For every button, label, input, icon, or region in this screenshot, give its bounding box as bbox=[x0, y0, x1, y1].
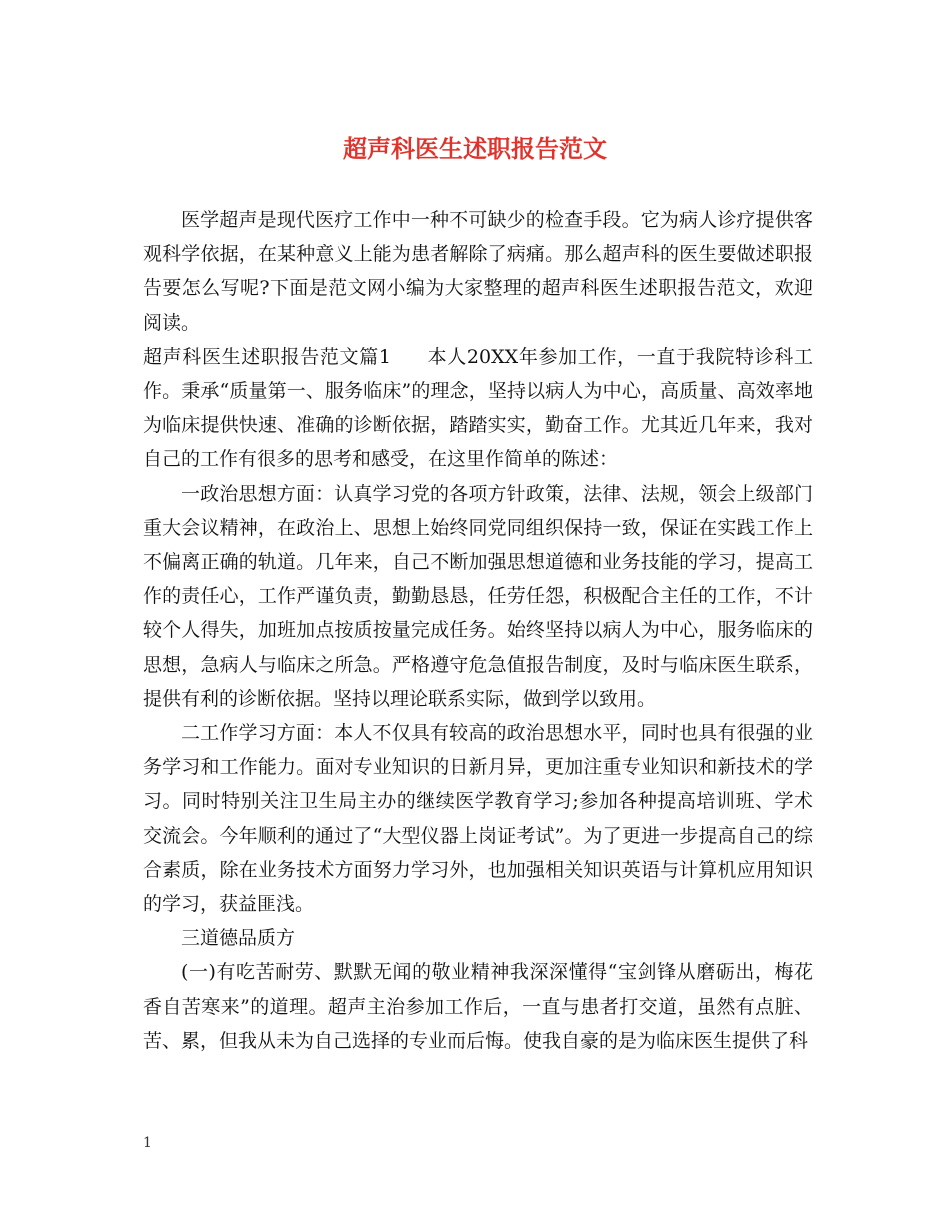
section-paragraph bbox=[143, 340, 813, 477]
document-title: 超声科医生述职报告范文 bbox=[343, 134, 607, 163]
moral-character-heading: 三道德品质方 bbox=[181, 927, 296, 950]
page-number: 1 bbox=[143, 1135, 152, 1151]
intro-paragraph: 医学超声是现代医疗工作中一种不可缺少的检查手段。它为病人诊疗提供客观科学依据，在某种意义上能为患者解除了病痛。那么超声科的医生要做述职报告要怎么写呢?下面是范文网小编为大家整理的超声科医生述职报告范文，欢迎阅读。 bbox=[143, 209, 813, 334]
political-thought-paragraph: 一政治思想方面：认真学习党的各项方针政策，法律、法规，领会上级部门重大会议精神，在政治上、思想上始终同党同组织保持一致，保证在实践工作上不偏离正确的轨道。几年来，自己不断加强思想道德和业务技能的学习，提高工作的责任心，工作严谨负责，勤勤恳恳，任劳任怨，积极配合主任的工作，不计较个人得失，加班加点按质按量完成任务。始终坚持以病人为中心，服务临床的思想，急病人与临床之所急。严格遵守危急值报告制度，及时与临床医生联系，提供有利的诊断依据。坚持以理论联系实际，做到学以致用。 bbox=[143, 482, 813, 710]
section-heading: 超声科医生述职报告范文篇1 bbox=[143, 345, 391, 368]
dedication-paragraph: (一)有吃苦耐劳、默默无闻的敬业精神我深深懂得“宝剑锋从磨砺出，梅花香自苦寒来”的道理。超声主治参加工作后，一直与患者打交道，虽然有点脏、苦、累，但我从未为自己选择的专业而后悔。使我自豪的是为临床医生提供了科 bbox=[143, 961, 813, 1052]
document-body bbox=[143, 203, 813, 1058]
work-study-paragraph: 二工作学习方面：本人不仅具有较高的政治思想水平，同时也具有很强的业务学习和工作能力。面对专业知识的日新月异，更加注重专业知识和新技术的学习。同时特别关注卫生局主办的继续医学教育学习;参加各种提高培训班、学术交流会。今年顺利的通过了“大型仪器上岗证考试”。为了更进一步提高自己的综合素质，除在业务技术方面努力学习外，也加强相关知识英语与计算机应用知识的学习，获益匪浅。 bbox=[143, 722, 813, 916]
section-intro-text: 本人20XX年参加工作，一直于我院特诊科工作。秉承“质量第一、服务临床”的理念，坚持以病人为中心，高质量、高效率地为临床提供快速、准确的诊断依据，踏踏实实，勤奋工作。尤其近几年来，我对自己的工作有很多的思考和感受，在这里作简单的陈述： bbox=[143, 345, 814, 471]
